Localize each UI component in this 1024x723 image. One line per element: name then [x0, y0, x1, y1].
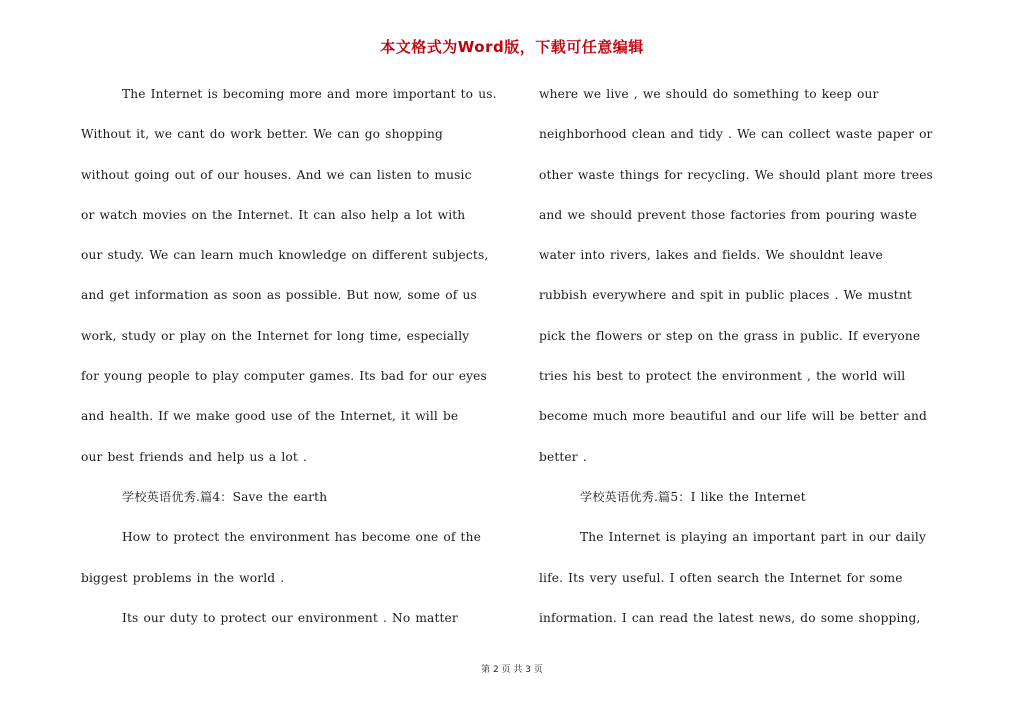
paragraph-line: without going out of our houses. And we can listen to music — [81, 167, 472, 182]
paragraph-line: biggest problems in the world . — [81, 570, 285, 585]
paragraph-line: tries his best to protect the environment , the world will — [539, 369, 906, 384]
paragraph-line: rubbish everywhere and spit in public places . We mustnt — [539, 288, 912, 303]
paragraph-line: Its our duty to protect our environment . No matter — [122, 610, 458, 625]
paragraph-line: neighborhood clean and tidy . We can collect waste paper or — [539, 127, 933, 142]
paragraph-line: How to protect the environment has become one of the — [122, 530, 481, 545]
section-heading: 学校英语优秀.篇5：I like the Internet — [580, 489, 806, 504]
paragraph-line: other waste things for recycling. We should plant more trees — [539, 167, 933, 182]
page-number-footer: 第 2 页 共 3 页 — [481, 665, 543, 675]
paragraph-line: The Internet is playing an important part in our daily — [580, 530, 927, 545]
document-header-title: 本文格式为Word版，下载可任意编辑 — [380, 38, 644, 56]
paragraph-line: life. Its very useful. I often search the Internet for some — [539, 570, 903, 585]
paragraph-line: information. I can read the latest news, do some shopping, — [539, 610, 921, 625]
paragraph-line: water into rivers, lakes and fields. We shouldnt leave — [539, 248, 883, 263]
paragraph-line: where we live , we should do something to keep our — [539, 87, 879, 101]
paragraph-line: and get information as soon as possible. But now, some of us — [81, 288, 477, 303]
paragraph-line: The Internet is becoming more and more important to us. — [122, 87, 497, 101]
paragraph-line: or watch movies on the Internet. It can also help a lot with — [81, 207, 466, 222]
right-text-column — [539, 82, 959, 646]
paragraph-line: become much more beautiful and our life will be better and — [539, 409, 927, 424]
paragraph-line: our best friends and help us a lot . — [81, 449, 307, 464]
paragraph-line: and health. If we make good use of the Internet, it will be — [81, 409, 459, 424]
paragraph-line: and we should prevent those factories from pouring waste — [539, 207, 917, 222]
paragraph-line: work, study or play on the Internet for long time, especially — [81, 328, 470, 343]
paragraph-line: better . — [539, 449, 587, 464]
left-text-column — [81, 82, 506, 646]
paragraph-line: pick the flowers or step on the grass in public. If everyone — [539, 328, 921, 343]
section-heading: 学校英语优秀.篇4：Save the earth — [122, 489, 328, 504]
paragraph-line: our study. We can learn much knowledge on different subjects, — [81, 248, 489, 263]
paragraph-line: Without it, we cant do work better. We can go shopping — [81, 127, 443, 142]
paragraph-line: for young people to play computer games. Its bad for our eyes — [81, 369, 487, 384]
